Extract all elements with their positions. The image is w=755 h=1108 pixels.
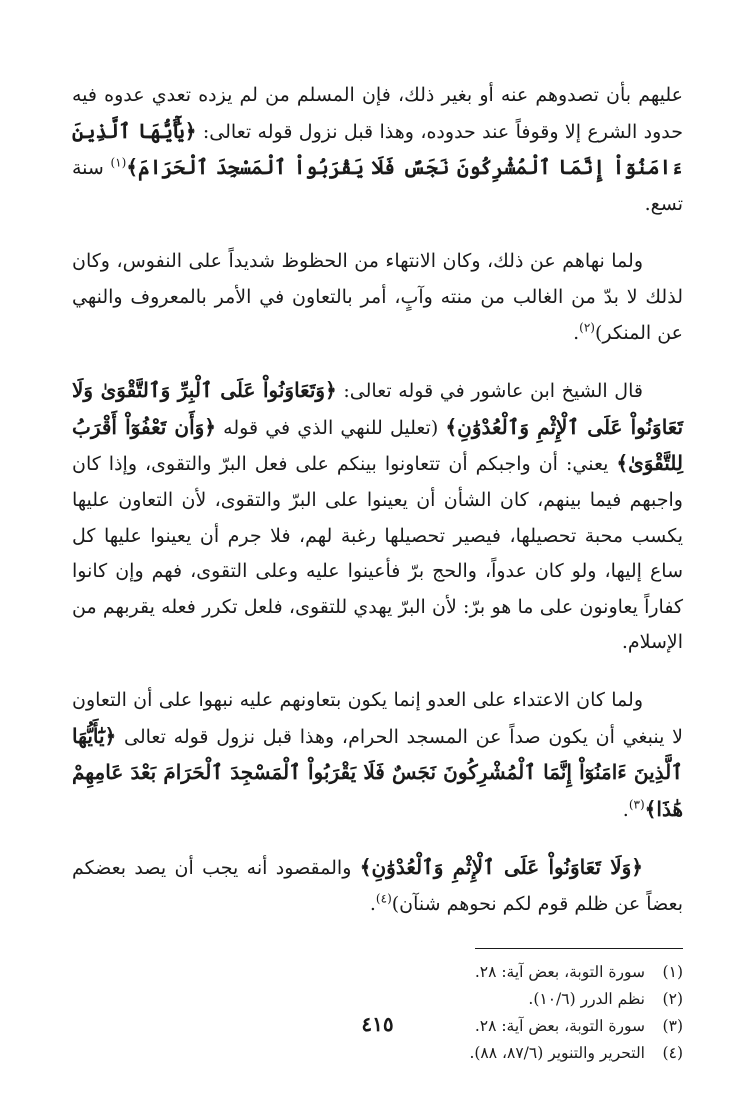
page-number: ٤١٥	[361, 1012, 394, 1036]
footnote-text: سورة التوبة، بعض آية: ٢٨.	[474, 963, 645, 982]
quran-verse: ﴿وَأَن تَعْفُوٓاْ أَقْرَبُ لِلتَّقْوَىٰ﴾	[72, 414, 683, 476]
footnote-text: التحرير والتنوير (٨٧/٦، ٨٨).	[469, 1044, 645, 1063]
quran-verse: ﴿وَلَا تَعَاوَنُواْ عَلَى ٱلْإِثْمِ وَٱلْعُدْوَٰنِ﴾	[359, 855, 643, 880]
paragraph-text: سنة تسع.	[72, 157, 683, 215]
footnote-divider	[475, 948, 683, 949]
paragraph	[72, 244, 683, 351]
paragraph	[72, 850, 683, 922]
footnote-reference: (٤)	[375, 891, 392, 906]
paragraph	[72, 683, 683, 828]
quran-verse: ﴿يَٰٓأَيُّهَا ٱلَّذِينَ ءَامَنُوٓاْ إِنَّمَا ٱلْمُشْرِكُونَ نَجَسٌ فَلَا يَقْرَبُواْ ٱلْمَسْجِدَ ٱلْحَرَامَ بَعْدَ عَامِهِمْ هَٰذَا﴾	[72, 723, 683, 821]
footnote-text: نظم الدرر (١٠/٦).	[528, 990, 645, 1009]
paragraph	[72, 373, 683, 661]
footnote-reference: (٢)	[579, 320, 595, 335]
footnote-reference: (٣)	[628, 797, 645, 812]
paragraph-text: .	[622, 798, 629, 821]
paragraph-text: قال الشيخ ابن عاشور في قوله تعالى:	[336, 380, 643, 403]
paragraph-text: يعني: أن واجبكم أن تتعاونوا بينكم على فعل البرّ والتقوى، وإذا كان واجبهم فيما بينهم، كان الشأن أن يعينوا على البرّ والتقوى، لأن التعاون عليها يكسب محبة تحصيلها، فيصير تحصيلها رغبة لهم، فلا جرم أن يعينوا عليها كل ساع إليها، ولو كان عدواً، والحج برّ فأعينوا عليه وعلى التقوى، فهم وإن كانوا كفاراً يعاونون على ما هو برّ: لأن البرّ يهدي للتقوى، فلعل تكرر فعله يقربهم من الإسلام.	[72, 453, 683, 654]
footnote-number: (٢)	[662, 990, 683, 1009]
paragraph-text: عليهم بأن تصدوهم عنه أو بغير ذلك، فإن المسلم من لم يزده تعدي عدوه فيه حدود الشرع إلا وقوفاً عند حدوده، وهذا قبل نزول قوله تعالى:	[72, 84, 683, 143]
paragraph-text: .	[573, 321, 580, 344]
footnote	[72, 959, 683, 986]
footnote	[72, 1040, 683, 1067]
quran-verse: ﴿يَٰٓأَيُّهَا ٱلَّذِينَ ءَامَنُوٓاْ إِنَّمَا ٱلْمُشْرِكُونَ نَجَسٌ فَلَا يَقْرَبُواْ ٱلْمَسْجِدَ ٱلْحَرَامَ﴾	[72, 118, 683, 180]
footnote-number: (٤)	[662, 1044, 683, 1063]
footnote-number: (١)	[662, 963, 683, 982]
paragraph-text: (تعليل للنهي الذي في قوله	[216, 416, 446, 439]
footnote-number: (٣)	[662, 1017, 683, 1036]
footnote-text: سورة التوبة، بعض آية: ٢٨.	[474, 1017, 645, 1036]
footnote-reference: (١)	[110, 155, 127, 170]
quran-verse: ﴿وَتَعَاوَنُواْ عَلَى ٱلْبِرِّ وَٱلتَّقْوَىٰ وَلَا تَعَاوَنُواْ عَلَى ٱلْإِثْمِ وَٱلْعُدْوَٰنِ﴾	[72, 378, 684, 439]
body-text	[72, 78, 683, 922]
paragraph	[72, 78, 683, 222]
footnote	[72, 986, 683, 1013]
paragraph-text: ولما كان الاعتداء على العدو إنما يكون بتعاونهم عليه نبهوا على أن التعاون لا ينبغي أن يكون صداً عن المسجد الحرام، وهذا قبل نزول قوله تعالى	[72, 688, 683, 748]
paragraph-text: ولما نهاهم عن ذلك، وكان الانتهاء من الحظوظ شديداً على النفوس، وكان لذلك لا بدّ من الغالب من منته وآبٍ، أمر بالتعاون في الأمر بالمعروف والنهي عن المنكر)	[72, 250, 683, 344]
paragraph-text: .	[369, 892, 376, 915]
paragraph-text: والمقصود أنه يجب أن يصد بعضكم بعضاً عن ظلم قوم لكم نحوهم شنآن)	[72, 857, 683, 915]
